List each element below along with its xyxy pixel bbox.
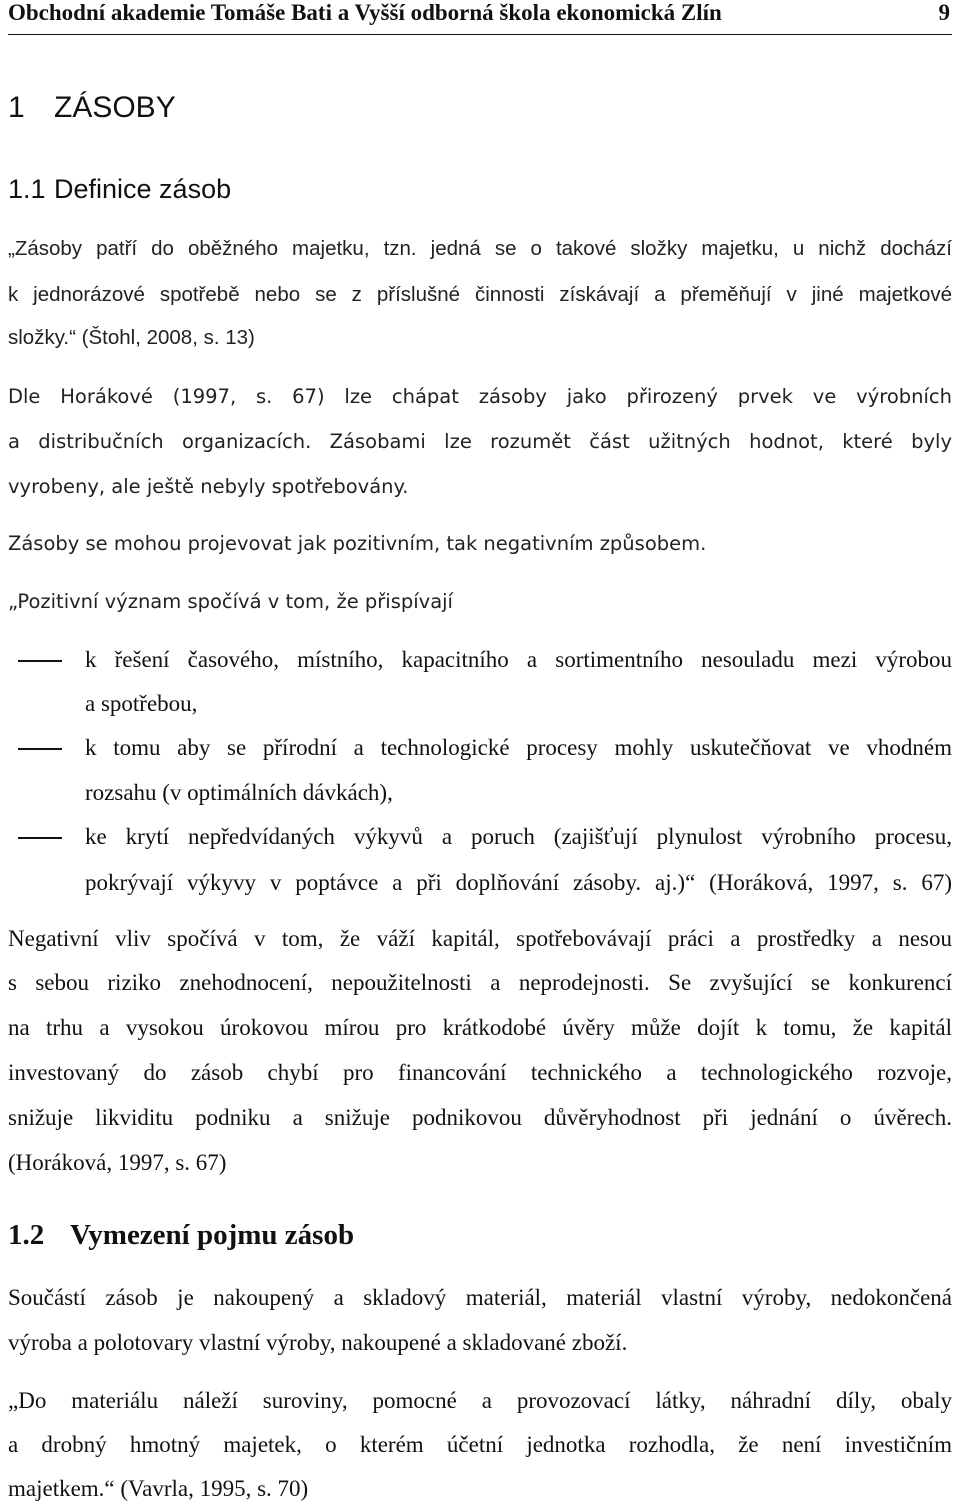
list-item-line: pokrývají výkyvy v poptávce a při doplňování zásoby. aj.)“ (Horáková, 1997, s. 67) — [85, 870, 952, 895]
list-item-line: ke krytí nepředvídaných výkyvů a poruch (zajišťují plynulost výrobního procesu, — [85, 824, 952, 849]
paragraph-line: k jednorázové spotřebě nebo se z příslušné činnosti získávají a přeměňují v jiné majetkové — [8, 283, 952, 306]
list-item-line: a spotřebou, — [85, 691, 198, 716]
paragraph-line: „Do materiálu náleží suroviny, pomocné a provozovací látky, náhradní díly, obaly — [8, 1388, 952, 1413]
chapter-heading — [8, 90, 176, 126]
dash-bullet-icon — [18, 748, 62, 750]
paragraph-line: Součástí zásob je nakoupený a skladový materiál, materiál vlastní výroby, nedokončená — [8, 1285, 952, 1310]
list-item-line: k tomu aby se přírodní a technologické procesy mohly uskutečňovat ve vhodném — [85, 735, 952, 760]
paragraph-line: Zásoby se mohou projevovat jak pozitivním, tak negativním způsobem. — [8, 532, 707, 555]
paragraph-line: na trhu a vysokou úrokovou mírou pro krátkodobé úvěry může dojít k tomu, že kapitál — [8, 1015, 952, 1040]
dash-bullet-icon — [18, 660, 62, 662]
paragraph-line: majetkem.“ (Vavrla, 1995, s. 70) — [8, 1476, 309, 1501]
list-item-line: k řešení časového, místního, kapacitního a sortimentního nesouladu mezi výrobou — [85, 647, 952, 672]
paragraph-line: (Horáková, 1997, s. 67) — [8, 1150, 227, 1175]
section-title: Vymezení pojmu zásob — [70, 1219, 355, 1251]
paragraph-line: a distribučních organizacích. Zásobami lze rozumět část užitných hodnot, které byly — [8, 430, 952, 453]
list-item — [8, 647, 952, 673]
list-item — [8, 824, 952, 850]
paragraph-line: snižuje likviditu podniku a snižuje podnikovou důvěryhodnost při jednání o úvěrech. — [8, 1105, 952, 1130]
paragraph-line: vyrobeny, ale ještě nebyly spotřebovány. — [8, 475, 409, 498]
section-title: Definice zásob — [54, 174, 232, 204]
chapter-title: ZÁSOBY — [54, 91, 176, 124]
paragraph-line: „Zásoby patří do oběžného majetku, tzn. jedná se o takové složky majetku, u nichž dochází — [8, 237, 952, 260]
chapter-number: 1 — [8, 91, 25, 124]
dash-bullet-icon — [18, 837, 62, 839]
paragraph-line: a drobný hmotný majetek, o kterém účetní jednotka rozhodla, že není investičním — [8, 1432, 952, 1457]
paragraph-line: složky.“ (Štohl, 2008, s. 13) — [8, 326, 255, 349]
section-number: 1.1 — [8, 174, 46, 204]
section-number: 1.2 — [8, 1219, 45, 1251]
paragraph-line: s sebou riziko znehodnocení, nepoužitelnosti a neprodejnosti. Se zvyšující se konkurencí — [8, 970, 952, 995]
paragraph-line: výroba a polotovary vlastní výroby, nakoupené a skladované zboží. — [8, 1330, 628, 1355]
page-number: 9 — [938, 0, 950, 25]
section-heading-definition — [8, 172, 231, 206]
paragraph-line: investovaný do zásob chybí pro financování technického a technologického rozvoje, — [8, 1060, 952, 1085]
section-heading-scope — [8, 1218, 354, 1252]
paragraph-line: Negativní vliv spočívá v tom, že váží kapitál, spotřebovávají práci a prostředky a nesou — [8, 926, 952, 951]
list-item-line: rozsahu (v optimálních dávkách), — [85, 780, 393, 805]
running-header — [8, 0, 952, 35]
quote-intro: „Pozitivní význam spočívá v tom, že přispívají — [8, 590, 453, 613]
list-item — [8, 735, 952, 761]
paragraph-line: Dle Horákové (1997, s. 67) lze chápat zásoby jako přirozený prvek ve výrobních — [8, 385, 952, 408]
header-school-name: Obchodní akademie Tomáše Bati a Vyšší odborná škola ekonomická Zlín — [8, 0, 722, 25]
